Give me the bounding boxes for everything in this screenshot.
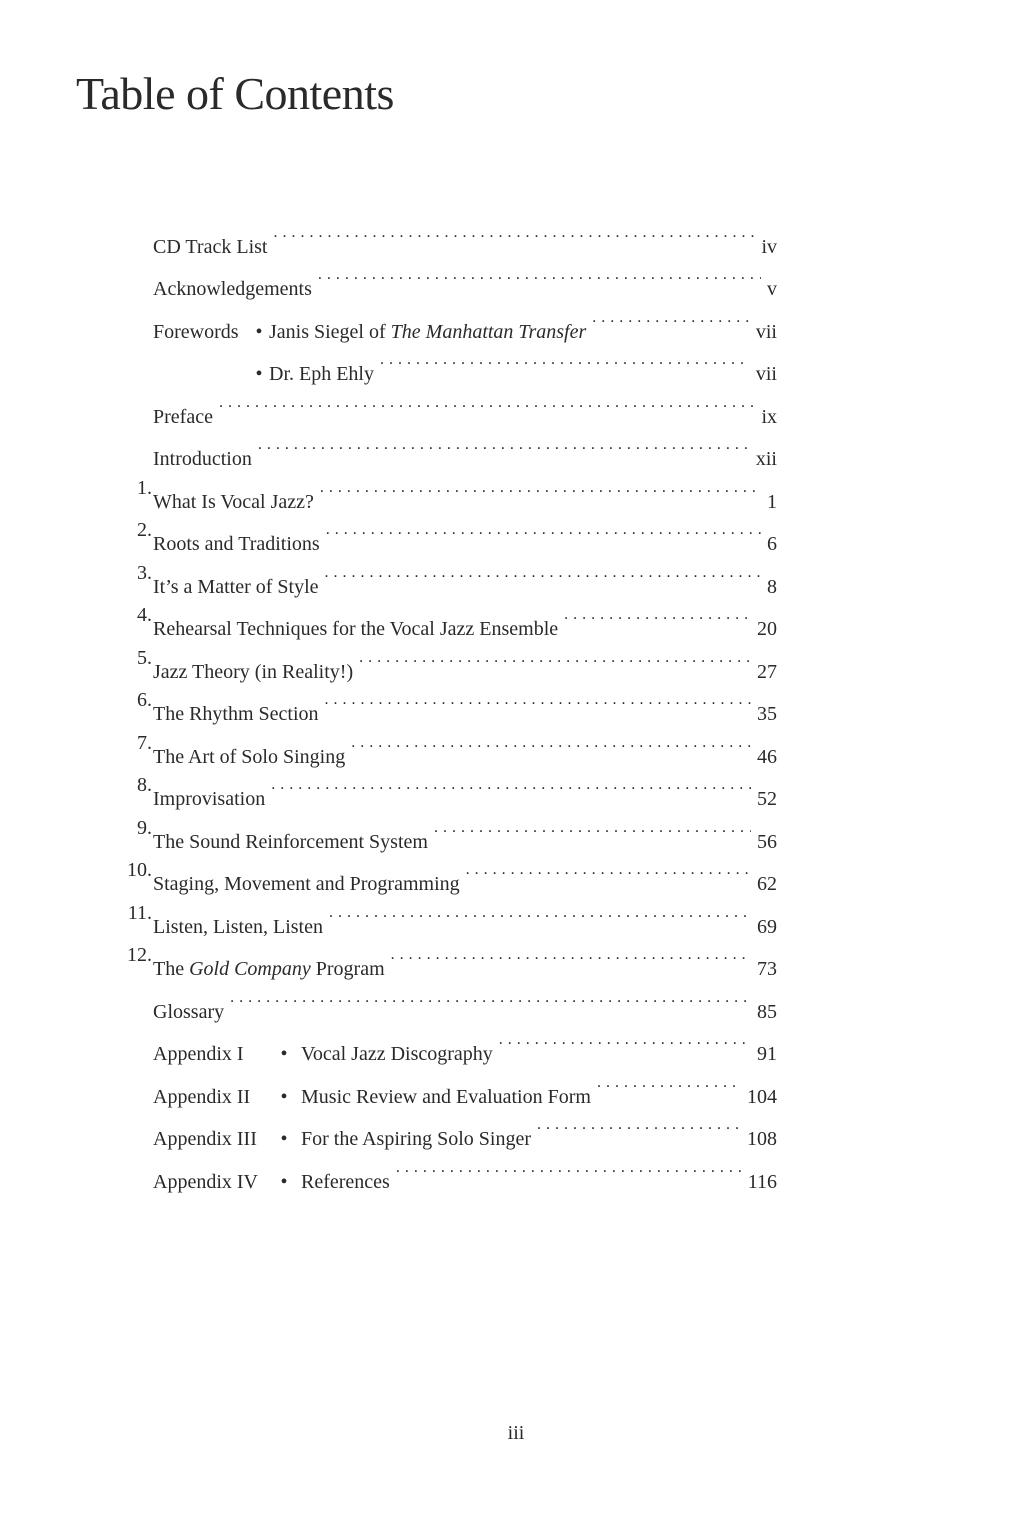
toc-entry-subtitle: Dr. Eph Ehly xyxy=(269,363,374,385)
dot-leader xyxy=(564,595,751,635)
chapter-number: 2. xyxy=(137,519,152,541)
chapter-number: 5. xyxy=(137,647,152,669)
dot-leader xyxy=(396,1148,742,1188)
bullet: • xyxy=(255,321,263,343)
toc-entry[interactable] xyxy=(0,595,1032,640)
toc-entry-title: Forewords xyxy=(153,321,239,343)
chapter-number: 10. xyxy=(127,859,152,881)
toc-entry-page: 8 xyxy=(767,576,777,598)
toc-entry[interactable] xyxy=(0,468,1032,513)
dot-leader xyxy=(359,638,751,678)
toc-entry-page: 20 xyxy=(757,618,777,640)
toc-entry-page: xii xyxy=(755,448,777,470)
bullet: • xyxy=(255,363,263,385)
chapter-number: 11. xyxy=(127,902,152,924)
chapter-number: 7. xyxy=(137,732,152,754)
toc-entry-page: 62 xyxy=(757,873,777,895)
toc-entry-title: Listen, Listen, Listen xyxy=(153,916,323,938)
toc-entry[interactable] xyxy=(0,680,1032,725)
toc-entry[interactable] xyxy=(0,255,1032,300)
toc-entry[interactable] xyxy=(0,808,1032,853)
toc-entry[interactable] xyxy=(0,553,1032,598)
toc-entry[interactable] xyxy=(0,340,1032,385)
toc-entry-page: 1 xyxy=(767,491,777,513)
toc-entry-page: 104 xyxy=(747,1086,777,1108)
toc-entry[interactable] xyxy=(0,1148,1032,1193)
dot-leader xyxy=(329,893,751,933)
toc-entry-page: ix xyxy=(761,406,777,428)
toc-entry-title: Appendix II xyxy=(153,1086,251,1108)
toc-entry-title: Appendix I xyxy=(153,1043,244,1065)
dot-leader xyxy=(271,765,751,805)
toc-entry[interactable] xyxy=(0,298,1032,343)
toc-entry-page: iv xyxy=(761,236,777,258)
toc-entry-title: It’s a Matter of Style xyxy=(153,576,319,598)
dot-leader xyxy=(325,553,761,593)
toc-entry-title: Jazz Theory (in Reality!) xyxy=(153,661,354,683)
dot-leader xyxy=(597,1063,741,1103)
bullet: • xyxy=(280,1171,288,1193)
toc-entry-title: The Gold Company Program xyxy=(153,958,385,980)
toc-entry[interactable] xyxy=(0,935,1032,980)
page-number: iii xyxy=(507,1422,525,1444)
dot-leader xyxy=(592,298,750,338)
toc-entry-page: 52 xyxy=(757,788,777,810)
dot-leader xyxy=(537,1105,741,1145)
toc-entry-title: Preface xyxy=(153,406,213,428)
toc-entry-title: What Is Vocal Jazz? xyxy=(153,491,314,513)
chapter-number: 12. xyxy=(127,944,152,966)
toc-entry[interactable] xyxy=(0,1105,1032,1150)
bullet: • xyxy=(280,1043,288,1065)
dot-leader xyxy=(326,510,761,550)
toc-entry[interactable] xyxy=(0,765,1032,810)
toc-entry-title: Improvisation xyxy=(153,788,266,810)
chapter-number: 8. xyxy=(137,774,152,796)
dot-leader xyxy=(380,340,750,380)
dot-leader xyxy=(258,425,750,465)
toc-entry-subtitle: References xyxy=(301,1171,390,1193)
dot-leader xyxy=(466,850,751,890)
page-title: Table of Contents xyxy=(76,68,394,119)
toc-entry-subtitle: For the Aspiring Solo Singer xyxy=(301,1128,532,1150)
toc-entry-page: 6 xyxy=(767,533,777,555)
toc-entry-title: Roots and Traditions xyxy=(153,533,320,555)
toc-entry-title: The Rhythm Section xyxy=(153,703,319,725)
toc-entry-title: Appendix III xyxy=(153,1128,257,1150)
toc-entry-subtitle: Vocal Jazz Discography xyxy=(301,1043,493,1065)
chapter-number: 9. xyxy=(137,817,152,839)
toc-entry-title: Rehearsal Techniques for the Vocal Jazz Ensemble xyxy=(153,618,559,640)
toc-entry[interactable] xyxy=(0,893,1032,938)
toc-entry-title: Introduction xyxy=(153,448,252,470)
toc-entry-title: Acknowledgements xyxy=(153,278,312,300)
toc-entry-page: 35 xyxy=(757,703,777,725)
toc-entry-page: 73 xyxy=(757,958,777,980)
toc-entry[interactable] xyxy=(0,723,1032,768)
dot-leader xyxy=(320,468,761,508)
toc-entry[interactable] xyxy=(0,510,1032,555)
toc-entry-page: 91 xyxy=(757,1043,777,1065)
bullet: • xyxy=(280,1128,288,1150)
toc-entry-title: The Sound Reinforcement System xyxy=(153,831,428,853)
chapter-number: 6. xyxy=(137,689,152,711)
toc-entry[interactable] xyxy=(0,850,1032,895)
toc-entry-subtitle: Janis Siegel of The Manhattan Transfer xyxy=(269,321,587,343)
toc-entry-title: The Art of Solo Singing xyxy=(153,746,346,768)
toc-entry-page: 27 xyxy=(757,661,777,683)
toc-entry-page: vii xyxy=(755,363,777,385)
chapter-number: 1. xyxy=(137,477,152,499)
chapter-number: 4. xyxy=(137,604,152,626)
dot-leader xyxy=(318,255,761,295)
toc-entry[interactable] xyxy=(0,383,1032,428)
dot-leader xyxy=(434,808,751,848)
dot-leader xyxy=(219,383,755,423)
dot-leader xyxy=(391,935,751,975)
toc-entry[interactable] xyxy=(0,978,1032,1023)
toc-entry[interactable] xyxy=(0,1063,1032,1108)
dot-leader xyxy=(273,213,755,253)
toc-entry[interactable] xyxy=(0,638,1032,683)
dot-leader xyxy=(325,680,751,720)
toc-entry-page: 69 xyxy=(757,916,777,938)
toc-entry[interactable] xyxy=(0,425,1032,470)
toc-entry-page: 56 xyxy=(757,831,777,853)
toc-entry-page: 46 xyxy=(757,746,777,768)
toc-entry[interactable] xyxy=(0,213,1032,258)
toc-entry-page: v xyxy=(767,278,777,300)
bullet: • xyxy=(280,1086,288,1108)
toc-entry-title: Glossary xyxy=(153,1001,225,1023)
toc-entry-title: Appendix IV xyxy=(153,1171,258,1193)
toc-entry-title: Staging, Movement and Programming xyxy=(153,873,460,895)
toc-entry-page: 108 xyxy=(747,1128,777,1150)
toc-entry-page: 85 xyxy=(757,1001,777,1023)
dot-leader xyxy=(499,1020,751,1060)
toc-entry[interactable] xyxy=(0,1020,1032,1065)
chapter-number: 3. xyxy=(137,562,152,584)
toc-entry-title: CD Track List xyxy=(153,236,268,258)
toc-entry-page: 116 xyxy=(747,1171,777,1193)
toc-entry-subtitle: Music Review and Evaluation Form xyxy=(301,1086,591,1108)
toc-entry-page: vii xyxy=(755,321,777,343)
dot-leader xyxy=(351,723,751,763)
dot-leader xyxy=(230,978,751,1018)
